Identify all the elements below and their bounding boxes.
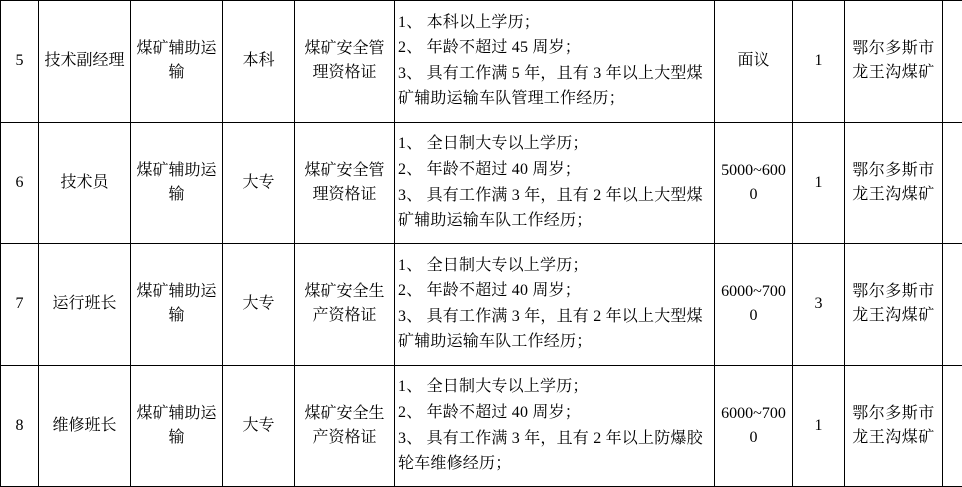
row-certificate: 煤矿安全生产资格证 [295,365,395,487]
row-number: 5 [1,1,39,123]
row-headcount: 1 [793,122,845,244]
row-number: 7 [1,244,39,366]
row-certificate: 煤矿安全管理资格证 [295,1,395,123]
row-location: 鄂尔多斯市龙王沟煤矿 [845,365,943,487]
requirement-line: 3、 具有工作满 5 年，且有 3 年以上大型煤矿辅助运输车队管理工作经历； [398,65,703,108]
table-row [1,244,962,366]
row-post: 维修班长 [39,365,131,487]
row-education: 本科 [223,1,295,123]
requirement-line: 1、 本科以上学历； [398,13,541,31]
requirement-line: 3、 具有工作满 3 年，且有 2 年以上大型煤矿辅助运输车队工作经历； [398,308,703,351]
row-salary: 5000~6000 [715,122,793,244]
row-education: 大专 [223,122,295,244]
row-department: 煤矿辅助运输 [131,244,223,366]
row-requirements [395,365,715,487]
row-salary: 6000~7000 [715,365,793,487]
requirement-line: 1、 全日制大专以上学历； [398,378,589,396]
requirement-line: 2、 年龄不超过 45 周岁； [398,39,582,57]
row-requirements [395,1,715,123]
row-requirements [395,122,715,244]
requirement-line: 3、 具有工作满 3 年，且有 2 年以上防爆胶轮车维修经历； [398,429,703,472]
table-row [1,365,962,487]
row-number: 8 [1,365,39,487]
row-department: 煤矿辅助运输 [131,365,223,487]
requirement-line: 1、 全日制大专以上学历； [398,256,589,274]
row-number: 6 [1,122,39,244]
table-row [1,1,962,123]
row-tail-cell [943,365,962,487]
row-tail-cell [943,1,962,123]
requirement-line: 3、 具有工作满 3 年，且有 2 年以上大型煤矿辅助运输车队工作经历； [398,186,703,229]
requirement-line: 1、 全日制大专以上学历； [398,135,589,153]
row-location: 鄂尔多斯市龙王沟煤矿 [845,122,943,244]
row-certificate: 煤矿安全生产资格证 [295,244,395,366]
row-salary: 6000~7000 [715,244,793,366]
row-education: 大专 [223,244,295,366]
row-certificate: 煤矿安全管理资格证 [295,122,395,244]
row-tail-cell [943,244,962,366]
row-location: 鄂尔多斯市龙王沟煤矿 [845,244,943,366]
row-tail-cell [943,122,962,244]
requirement-line: 2、 年龄不超过 40 周岁； [398,403,582,421]
row-location: 鄂尔多斯市龙王沟煤矿 [845,1,943,123]
row-post: 运行班长 [39,244,131,366]
requirement-line: 2、 年龄不超过 40 周岁； [398,160,582,178]
row-headcount: 1 [793,1,845,123]
table-row [1,122,962,244]
row-post: 技术副经理 [39,1,131,123]
row-department: 煤矿辅助运输 [131,122,223,244]
row-post: 技术员 [39,122,131,244]
row-headcount: 1 [793,365,845,487]
row-requirements [395,244,715,366]
row-education: 大专 [223,365,295,487]
row-salary: 面议 [715,1,793,123]
row-department: 煤矿辅助运输 [131,1,223,123]
requirement-line: 2、 年龄不超过 40 周岁； [398,282,582,300]
row-headcount: 3 [793,244,845,366]
